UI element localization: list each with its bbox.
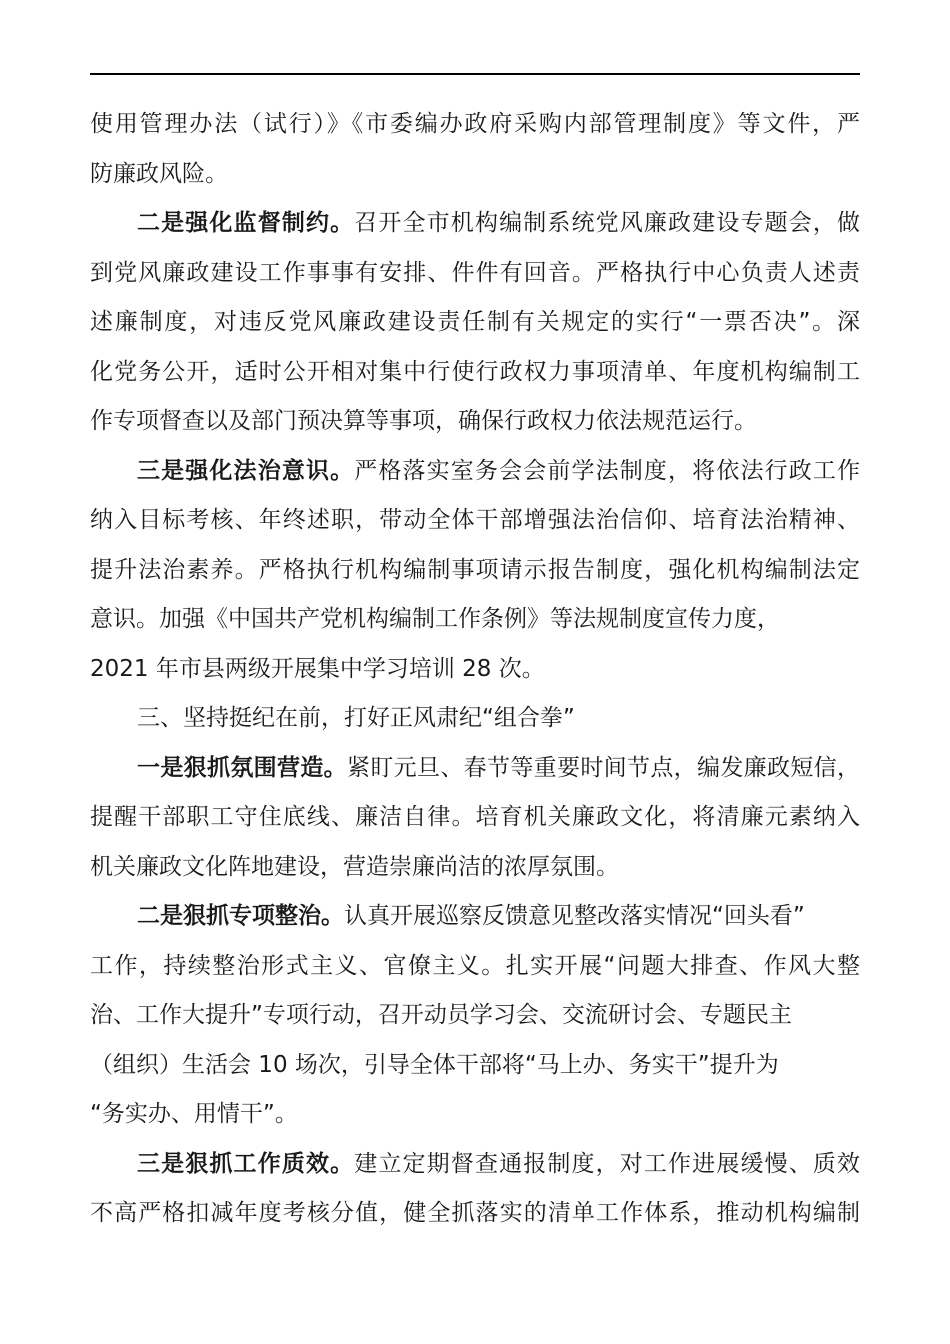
paragraph-line: 述廉制度，对违反党风廉政建设责任制有关规定的实行“一票否决”。深	[90, 309, 860, 335]
paragraph-lead: 一是狠抓氛围营造。	[137, 754, 347, 781]
paragraph-line: 提醒干部职工守住底线、廉洁自律。培育机关廉政文化，将清廉元素纳入	[90, 804, 860, 830]
paragraph-line: 不高严格扣减年度考核分值，健全抓落实的清单工作体系，推动机构编制	[90, 1200, 860, 1226]
paragraph-line: 工作，持续整治形式主义、官僚主义。扎实开展“问题大排查、作风大整	[90, 952, 860, 979]
paragraph-lead: 二是强化监督制约。	[137, 210, 355, 236]
paragraph-line: 三是狠抓工作质效。建立定期督查通报制度，对工作进展缓慢、质效	[137, 1150, 861, 1177]
paragraph-line: 二是狠抓专项整治。认真开展巡察反馈意见整改落实情况“回头看”	[137, 903, 805, 929]
paragraph-line: 二是强化监督制约。召开全市机构编制系统党风廉政建设专题会，做	[137, 210, 861, 236]
paragraph-line: （组织）生活会 10 场次，引导全体干部将“马上办、务实干”提升为	[90, 1051, 779, 1078]
paragraph-line: 到党风廉政建设工作事事有安排、件件有回音。严格执行中心负责人述责	[90, 259, 860, 286]
paragraph-line: 提升法治素养。严格执行机构编制事项请示报告制度，强化机构编制法定	[90, 556, 860, 583]
paragraph-line: 三是强化法治意识。严格落实室务会会前学法制度，将依法行政工作	[137, 457, 861, 484]
paragraph-line: 防廉政风险。	[90, 160, 228, 187]
paragraph-line: “务实办、用情干”。	[90, 1101, 298, 1127]
paragraph-lead: 三是狠抓工作质效。	[137, 1150, 355, 1177]
header-rule	[90, 73, 860, 75]
paragraph-line: 使用管理办法（试行）》《市委编办政府采购内部管理制度》等文件，严	[90, 111, 860, 137]
paragraph-line: 纳入目标考核、年终述职，带动全体干部增强法治信仰、培育法治精神、	[90, 507, 860, 533]
paragraph-line: 作专项督查以及部门预决算等事项，确保行政权力依法规范运行。	[90, 408, 757, 434]
paragraph-lead: 三是强化法治意识。	[137, 457, 355, 484]
section-heading: 三、坚持挺纪在前，打好正风肃纪“组合拳”	[137, 705, 575, 731]
paragraph-line: 化党务公开，适时公开相对集中行使行政权力事项清单、年度机构编制工	[90, 358, 860, 385]
paragraph-lead: 二是狠抓专项整治。	[137, 903, 344, 929]
document-body	[90, 104, 860, 1243]
paragraph-line: 2021 年市县两级开展集中学习培训 28 次。	[90, 655, 545, 682]
paragraph-line: 意识。加强《中国共产党机构编制工作条例》等法规制度宣传力度，	[90, 606, 780, 632]
paragraph-line: 一是狠抓氛围营造。紧盯元旦、春节等重要时间节点，编发廉政短信，	[137, 754, 861, 781]
paragraph-line: 机关廉政文化阵地建设，营造崇廉尚洁的浓厚氛围。	[90, 853, 619, 880]
paragraph-line: 治、工作大提升”专项行动，召开动员学习会、交流研讨会、专题民主	[90, 1002, 792, 1028]
